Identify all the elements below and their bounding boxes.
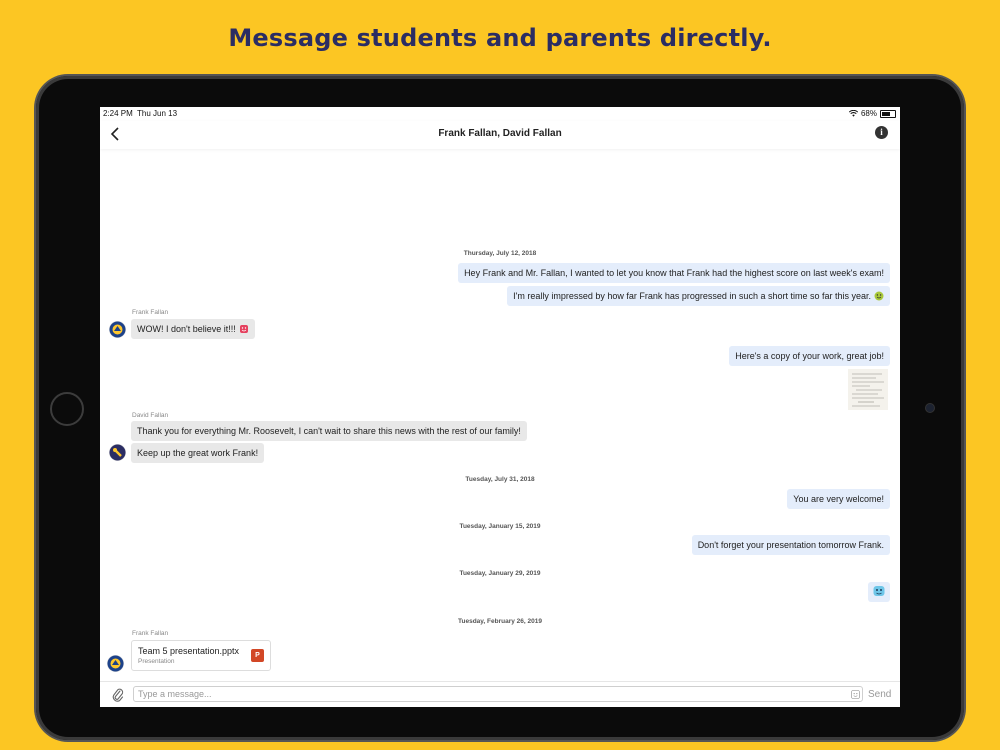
status-date: Thu Jun 13 — [137, 109, 178, 118]
battery-icon — [880, 110, 896, 118]
warriors-logo-icon — [109, 321, 126, 338]
send-button[interactable]: Send — [868, 689, 892, 700]
status-indicators — [849, 109, 896, 118]
powerpoint-icon: P — [251, 649, 264, 662]
message-bubble-incoming[interactable]: Keep up the great work Frank! — [131, 443, 264, 463]
file-attachment[interactable] — [131, 640, 271, 671]
robot-emoji-icon — [872, 584, 886, 598]
date-separator: Tuesday, July 31, 2018 — [465, 476, 535, 483]
date-separator: Tuesday, January 29, 2019 — [459, 570, 541, 577]
message-text: WOW! I don't believe it!!! — [137, 324, 236, 334]
message-bubble-outgoing[interactable]: Don't forget your presentation tomorrow Frank. — [692, 535, 890, 555]
sender-name: Frank Fallan — [132, 309, 169, 316]
message-bubble-incoming[interactable]: Thank you for everything Mr. Roosevelt, I can't wait to share this news with the rest of our family! — [131, 421, 527, 441]
avatar[interactable] — [109, 321, 126, 338]
team-logo-icon — [109, 444, 126, 461]
message-bubble-outgoing[interactable] — [868, 582, 890, 602]
marketing-headline: Message students and parents directly. — [228, 24, 772, 52]
sender-name: David Fallan — [132, 412, 169, 419]
status-time: 2:24 PM — [103, 109, 133, 118]
message-bubble-outgoing[interactable]: Hey Frank and Mr. Fallan, I wanted to let you know that Frank had the highest score on last week's exam! — [458, 263, 890, 283]
warriors-logo-icon — [107, 655, 124, 672]
message-list[interactable] — [100, 149, 900, 681]
message-text: I'm really impressed by how far Frank has progressed in such a short time so far this year. — [513, 291, 871, 301]
work-image-thumbnail[interactable] — [848, 369, 888, 410]
battery-percent: 68% — [860, 109, 877, 118]
date-separator: Thursday, July 12, 2018 — [463, 250, 537, 257]
wifi-icon — [849, 110, 858, 117]
front-camera — [926, 404, 934, 412]
message-bubble-outgoing[interactable] — [507, 286, 890, 306]
date-separator: Tuesday, February 26, 2019 — [458, 618, 542, 625]
date-separator: Tuesday, January 15, 2019 — [459, 523, 541, 530]
smile-emoji-icon — [874, 291, 884, 301]
avatar[interactable] — [107, 655, 124, 672]
message-bubble-outgoing[interactable]: Here's a copy of your work, great job! — [729, 346, 890, 366]
document-photo-icon — [848, 369, 888, 410]
sender-name: Frank Fallan — [132, 630, 169, 637]
info-icon[interactable]: i — [875, 126, 888, 139]
avatar[interactable] — [109, 444, 126, 461]
message-input[interactable] — [133, 686, 863, 702]
paperclip-icon[interactable] — [111, 687, 125, 703]
party-emoji-icon — [239, 324, 249, 334]
file-name: Team 5 presentation.pptx — [138, 646, 240, 656]
emoji-picker-icon[interactable] — [851, 690, 860, 699]
conversation-title: Frank Fallan, David Fallan — [438, 128, 562, 139]
message-bubble-incoming[interactable] — [131, 319, 255, 339]
conversation-header — [100, 121, 900, 149]
file-type: Presentation — [138, 658, 175, 665]
status-bar — [100, 107, 900, 121]
message-composer — [100, 681, 900, 707]
message-bubble-outgoing[interactable]: You are very welcome! — [787, 489, 890, 509]
app-screen — [100, 107, 900, 707]
home-button[interactable] — [50, 392, 84, 426]
